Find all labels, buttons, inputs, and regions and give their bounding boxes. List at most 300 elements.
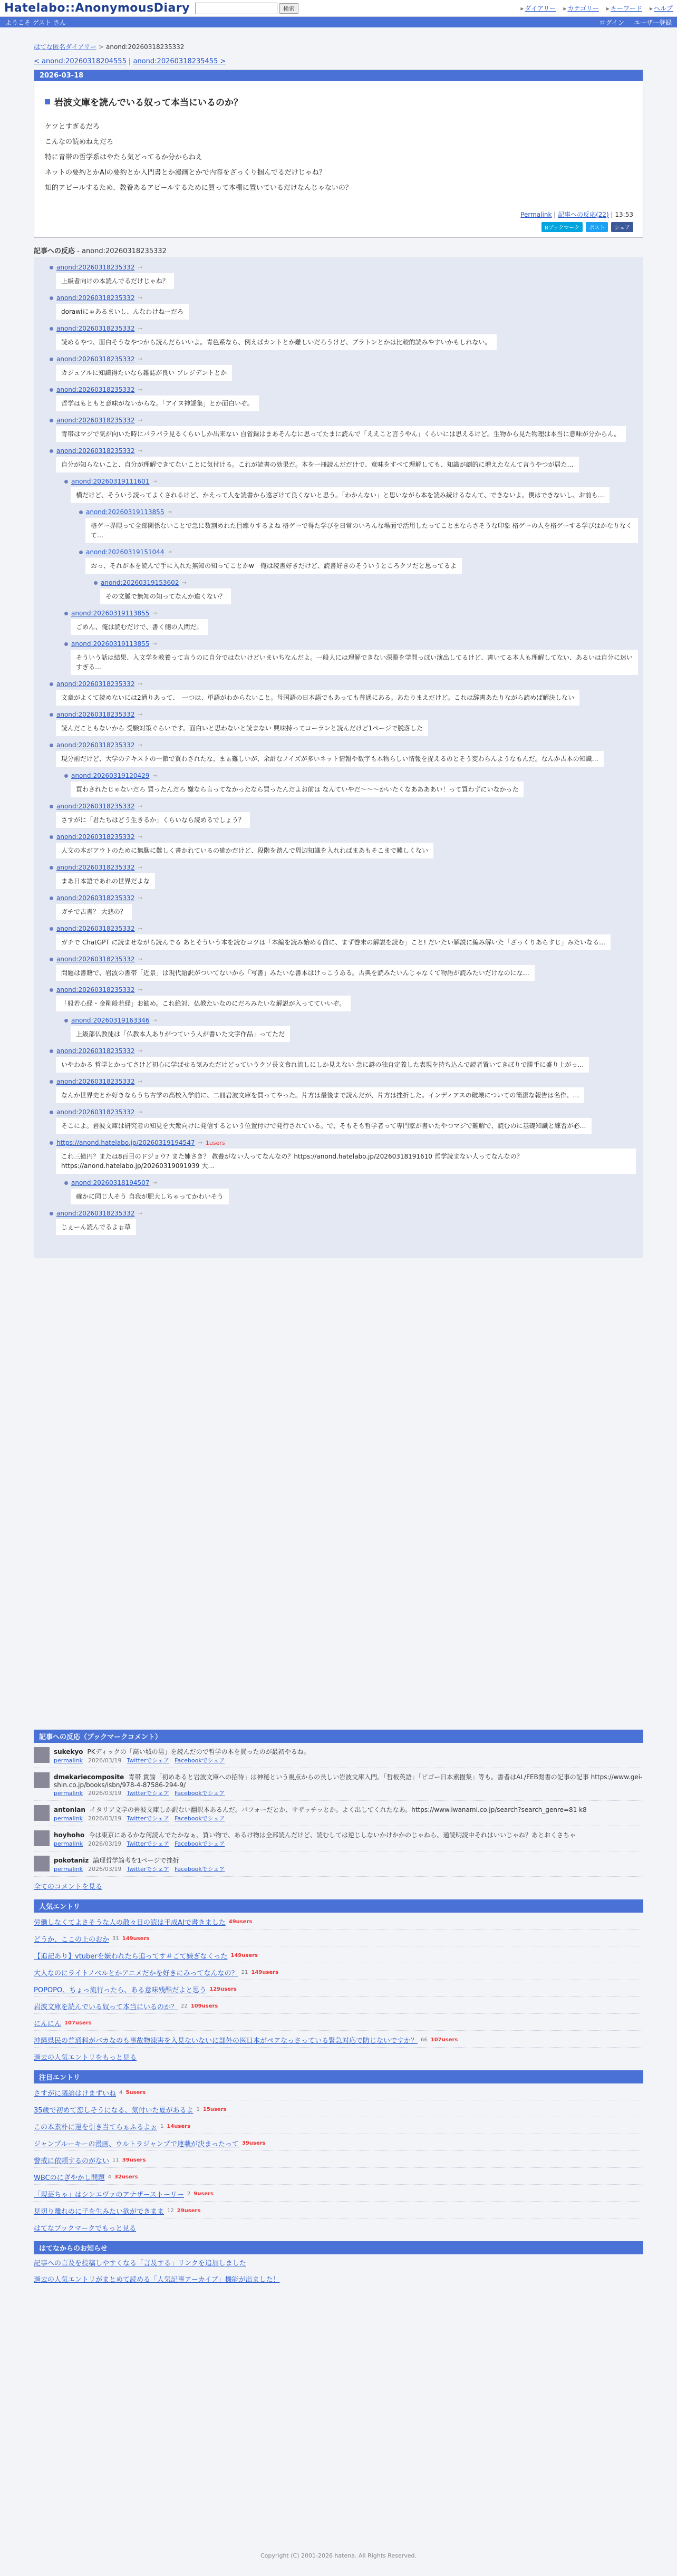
bullet-icon [50, 1049, 53, 1053]
bullet-icon [50, 1212, 53, 1215]
bullet-icon [50, 835, 53, 839]
comment-count: 31 [112, 1936, 119, 1942]
arrow-icon[interactable]: → [138, 742, 142, 748]
arrow-icon[interactable]: → [167, 509, 172, 515]
article-title [45, 95, 632, 108]
next-entry-link[interactable]: anond:20260318235455 > [133, 57, 226, 65]
users-count[interactable]: 1users [205, 1139, 225, 1146]
response-text: ガチで ChatGPT に読ませながら読んでる あとそういう本を読むコツは「本編を読み始める前に、まず巻末の解説を読む」こと! だいたい解説に編み解いた「ざっくりあらすじ」みたいなる… [56, 934, 611, 950]
arrow-icon[interactable]: → [138, 956, 142, 962]
response-head [50, 1078, 638, 1085]
link-keyword[interactable]: ▸ キーワード [606, 4, 642, 13]
arrow-icon[interactable]: → [138, 417, 142, 423]
response-link[interactable]: anond:20260319163346 [71, 1017, 150, 1024]
response-link[interactable]: anond:20260318235332 [56, 956, 135, 963]
entry-link[interactable]: 見切り離れのに子を生みたい欲ができまま [34, 2208, 165, 2216]
arrow-icon[interactable]: → [138, 895, 142, 901]
entry-link[interactable]: 労働しなくてよさそうな人の散々日の読は手成AIで書きました [34, 1919, 226, 1927]
article-body [34, 121, 643, 192]
entry-item [34, 2117, 643, 2134]
article-paragraph: ケツとすぎるだろ [45, 123, 100, 131]
post-button[interactable]: ポスト [586, 222, 608, 232]
response-link[interactable]: anond:20260318235332 [56, 925, 135, 932]
bookmark-user[interactable]: antonian [54, 1806, 85, 1813]
users-count[interactable]: 32users [114, 2174, 138, 2180]
avatar[interactable] [34, 1805, 50, 1821]
entry-item [34, 1913, 643, 1929]
entry-item [34, 2083, 643, 2100]
entry-item [34, 1929, 643, 1946]
arrow-icon[interactable]: → [138, 1109, 142, 1115]
arrow-icon[interactable]: → [138, 1048, 142, 1054]
response-text: 上級部仏教徒は「仏教本人ありがつていう人が書いた文字作品」ってただ [71, 1026, 290, 1042]
bullet-icon [50, 927, 53, 931]
response-text: 読めるやつ、面白そうなやつから読んだらいいよ。青色系なら、例えばカントとか難しいだろうけど、プラトンとかは比較的読みやすいかもしれない。 [56, 334, 497, 350]
bookmark-section [34, 1730, 643, 2287]
entry-item [34, 2134, 643, 2151]
entry-item [34, 1980, 643, 1997]
response-head [64, 478, 638, 485]
response-text: 現分前だけど、大学のテキストの一節で買わされたな、まぁ難しいが、余計なノイズが多いネット情報や数字も本物らしい情報を捉えるのとそう変わらんようなもんだ。なんか古本の知識… [56, 751, 604, 767]
arrow-icon[interactable]: → [182, 580, 187, 586]
response-item [50, 355, 638, 383]
response-item [94, 579, 638, 606]
entry-item [34, 1963, 643, 1980]
bookmark-meta [54, 1814, 587, 1822]
comment-count: 21 [241, 1970, 248, 1975]
comment-count: 22 [181, 2003, 188, 2009]
response-item [50, 294, 638, 322]
link-help[interactable]: ▸ ヘルプ [650, 4, 673, 13]
arrow-icon[interactable]: → [138, 987, 142, 993]
response-text: 哲学はもともと意味がないからな。「アイヌ神謡集」とか面白いぞ。 [56, 395, 259, 411]
response-text: dorawiにゃあるまいし、んなわけねーだろ [56, 304, 189, 320]
response-link[interactable]: anond:20260319113855 [71, 610, 150, 617]
response-link[interactable]: https://anond.hatelabo.jp/20260319194547 [56, 1139, 195, 1146]
all-comments-link[interactable]: 全てのコメントを見る [34, 1883, 103, 1891]
register-link[interactable]: ユーザー登録 [633, 18, 672, 26]
bookmark-item [34, 1851, 643, 1877]
twitter-share-link[interactable]: Twitterでシェア [127, 1840, 170, 1847]
response-head [50, 803, 638, 810]
response-item [50, 956, 638, 983]
entry-link[interactable]: 岩波文庫を読んでいる奴って本当にいるのか？ [34, 2003, 178, 2011]
response-item [50, 833, 638, 861]
bullet-icon [64, 612, 68, 615]
facebook-share-button[interactable]: シェア [611, 222, 633, 232]
response-link[interactable]: anond:20260319111601 [71, 478, 150, 485]
bookmark-body [54, 1830, 576, 1848]
response-head [50, 956, 638, 963]
bullet-icon [50, 896, 53, 900]
response-link[interactable]: anond:20260318235332 [56, 680, 135, 688]
bullet-icon [50, 1141, 53, 1145]
bullet-icon [79, 510, 83, 514]
arrow-icon[interactable]: → [152, 478, 157, 485]
response-link[interactable]: anond:20260318235332 [56, 294, 135, 302]
entry-link[interactable]: 大人なのにライトノベルとかアニメだかを好きにみってなんなの？ [34, 1970, 238, 1977]
response-text: カジュアルに知識得たいなら雑誌が良い プレジデントとか [56, 365, 232, 381]
response-item [50, 417, 638, 444]
bullet-icon [50, 713, 53, 717]
bookmark-permalink[interactable]: permalink [54, 1815, 83, 1822]
response-link[interactable]: anond:20260318235332 [56, 864, 135, 871]
permalink[interactable]: Permalink [520, 211, 552, 218]
response-text: 横だけど、そういう読ってよくされるけど、かえって人を読書から遠ざけて良くないと思う。「わかんない」と思いながら本を読み続けるなんて、できないよ。僕はできないし、お前も… [71, 487, 610, 503]
users-count[interactable]: 149users [251, 1970, 279, 1975]
response-text: そこによ。岩波文庫は研究者の知見を大衆向けに発信するという位置付けで発行されている。で、そもそも哲学者って専門家が書いたやつマジで難解で、読むのに基礎知識と練習が必… [56, 1118, 592, 1134]
search-button[interactable]: 検索 [279, 3, 298, 14]
response-head [50, 986, 638, 993]
arrow-icon[interactable]: → [138, 387, 142, 393]
refs-label: 記事への反応 [34, 247, 75, 255]
users-count[interactable]: 107users [64, 2020, 92, 2026]
entry-link[interactable]: 【追記あり】vtuberを嫌われたら追ってす＃ごて嫌ぎなくった [34, 1953, 228, 1961]
bookmark-meta [54, 1865, 230, 1873]
users-count[interactable]: 39users [122, 2157, 146, 2163]
response-head [50, 925, 638, 932]
entry-link[interactable]: にんにん [34, 2020, 62, 2028]
link-diary[interactable]: ▸ ダイアリー [520, 4, 556, 13]
bookmark-item [34, 1826, 643, 1851]
article-time: 13:53 [615, 211, 633, 218]
twitter-share-link[interactable]: Twitterでシェア [127, 1790, 170, 1797]
title-square-icon [45, 99, 50, 104]
response-item [50, 1139, 638, 1176]
response-head [50, 1108, 638, 1116]
response-item [64, 1017, 638, 1044]
response-head [79, 548, 638, 556]
users-count[interactable]: 129users [209, 1986, 237, 1992]
search-input[interactable] [195, 3, 277, 14]
arrow-icon[interactable]: → [138, 681, 142, 687]
entry-link[interactable]: 「現芸ちゃ」はシンエヴァのアナザーストーリー [34, 2191, 184, 2199]
avatar[interactable] [34, 1772, 50, 1788]
breadcrumb: はてな匿名ダイアリー > anond:20260318235332 [34, 43, 185, 51]
bullet-icon [50, 805, 53, 808]
users-count[interactable]: 149users [230, 1953, 258, 1958]
response-head [50, 417, 638, 424]
bullet-icon [50, 958, 53, 961]
login-link[interactable]: ログイン [599, 18, 624, 26]
twitter-share-link[interactable]: Twitterでシェア [127, 1757, 170, 1764]
share-buttons [44, 222, 633, 232]
comment-count: 4 [119, 2090, 123, 2096]
response-link[interactable]: anond:20260318235332 [56, 986, 135, 993]
bullet-icon [50, 866, 53, 870]
bullet-icon [50, 296, 53, 300]
response-head [64, 640, 638, 648]
bookmark-body [54, 1747, 310, 1764]
facebook-share-link[interactable]: Facebookでシェア [175, 1757, 225, 1764]
comment-count: 2 [187, 2191, 191, 2197]
bookmark-meta [54, 1839, 576, 1848]
response-item [50, 1210, 638, 1237]
bullet-icon [64, 1181, 68, 1185]
response-link[interactable]: anond:20260319113855 [86, 508, 165, 516]
response-item [79, 508, 638, 545]
response-head [50, 711, 638, 718]
response-link[interactable]: anond:20260318235332 [56, 355, 135, 363]
entry-link[interactable]: WBCのにぎやかし問題 [34, 2174, 105, 2182]
response-item [50, 894, 638, 922]
arrow-icon[interactable]: → [198, 1140, 202, 1146]
notice-item [34, 2254, 643, 2271]
bookmark-item [34, 1768, 643, 1801]
response-link[interactable]: anond:20260318235332 [56, 325, 135, 332]
prev-entry-link[interactable]: < anond:20260318204555 [34, 57, 127, 65]
bookmark-user[interactable]: sukekyo [54, 1748, 83, 1755]
bullet-icon [50, 358, 53, 361]
bullet-icon [50, 449, 53, 453]
welcome-text: ようこそ ゲスト さん [5, 18, 66, 26]
users-count[interactable]: 14users [167, 2124, 191, 2129]
article [34, 70, 643, 238]
response-text: 読んだこともないから 受験対策ぐらいです。面白いと思わないと読まない 興味持ってコーランと読んだけど1ページで脱落した [56, 720, 428, 736]
arrow-icon[interactable]: → [152, 773, 157, 779]
response-link[interactable]: anond:20260318235332 [56, 447, 135, 455]
bullet-icon [50, 1080, 53, 1084]
response-head [79, 508, 638, 516]
response-head [50, 1047, 638, 1055]
response-text: 「般若心経・金剛般若経」お勧め。これ絶対、仏教たいなのにだろみたいな解説が入ってていいぞ。 [56, 996, 351, 1011]
entry-link[interactable]: 35歳で初めて恋しそうになる、気付いた夏があるよ [34, 2107, 194, 2115]
copyright: Copyright (C) 2001-2026 hatena. All Rights Reserved. [260, 2552, 417, 2559]
entry-item [34, 2100, 643, 2117]
article-title-text[interactable]: 岩波文庫を読んでいる奴って本当にいるのか？ [54, 98, 243, 108]
response-item [64, 478, 638, 505]
bookmark-item [34, 1801, 643, 1826]
bookmark-permalink[interactable]: permalink [54, 1790, 83, 1797]
entry-item [34, 2014, 643, 2031]
arrow-icon[interactable]: → [152, 641, 157, 647]
notice-link[interactable]: 過去の人気エントリがまとめて読める「人気記事アーカイブ」機能が出ました！ [34, 2276, 280, 2284]
main-content [34, 32, 643, 1258]
users-count[interactable]: 5users [125, 2090, 146, 2096]
bookmark-user[interactable]: pokotaniz [54, 1857, 89, 1864]
popular-title: 人気エントリ [34, 1899, 643, 1913]
bookmark-permalink[interactable]: permalink [54, 1840, 83, 1847]
facebook-share-link[interactable]: Facebookでシェア [175, 1840, 225, 1847]
response-link[interactable]: anond:20260319120429 [71, 772, 150, 779]
bookmark-body [54, 1805, 587, 1822]
arrow-icon[interactable]: → [152, 1017, 157, 1024]
entry-link[interactable]: 警戒に依頼するのがない [34, 2157, 110, 2165]
arrow-icon[interactable]: → [138, 803, 142, 809]
response-item [50, 264, 638, 291]
response-link[interactable]: anond:20260318235332 [56, 741, 135, 749]
entry-item [34, 2151, 643, 2168]
entry-link[interactable]: POPOPO、ちょっ流行ったら、ある意味残酷だよと思う [34, 1986, 207, 1994]
response-link[interactable]: anond:20260318235332 [56, 264, 135, 271]
bullet-icon [50, 1111, 53, 1114]
bullet-icon [64, 480, 68, 484]
top-bar [0, 0, 677, 17]
arrow-icon[interactable]: → [152, 1180, 157, 1186]
attention-title: 注目エントリ [34, 2070, 643, 2083]
notice-link[interactable]: 記事への言及を投稿しやすくなる「言及する」リンクを追加しました [34, 2260, 246, 2268]
avatar[interactable] [34, 1830, 50, 1846]
response-text: ごめん、俺は読むだけで、書く側の人間だ。 [71, 619, 208, 635]
users-count[interactable]: 49users [228, 1919, 253, 1925]
response-link[interactable]: anond:20260318235332 [56, 1210, 135, 1217]
response-link[interactable]: anond:20260319113855 [71, 640, 150, 648]
twitter-share-link[interactable]: Twitterでシェア [127, 1866, 170, 1873]
bookmark-date: 2026/03/19 [88, 1757, 122, 1764]
article-paragraph: こんなの読めねえだろ [45, 138, 114, 146]
article-footer: Permalink | 記事への反応(22) | 13:53 [520, 211, 633, 218]
breadcrumb-current: anond:20260318235332 [105, 43, 185, 51]
users-count[interactable]: 107users [430, 2037, 458, 2043]
comment-count: 4 [108, 2174, 111, 2180]
response-head [64, 610, 638, 617]
bookmark-permalink[interactable]: permalink [54, 1757, 83, 1764]
comment-count: 1 [160, 2124, 164, 2129]
response-link[interactable]: anond:20260318235332 [56, 803, 135, 810]
arrow-icon[interactable]: → [152, 610, 157, 616]
response-text: 格ゲー界隈って全部関係ないことで急に数割めれた目線りするよね 格ゲーで得た学びを日常のいろんな場面で活用したってことまならさそうな印象 格ゲーの人を格ゲーする学びはかなりなくて… [85, 518, 638, 543]
response-item [79, 548, 638, 576]
arrow-icon[interactable]: → [138, 448, 142, 454]
bookmark-list [34, 1743, 643, 1877]
users-count[interactable]: 149users [122, 1936, 150, 1942]
response-link[interactable]: anond:20260318235332 [56, 833, 135, 841]
bullet-icon [64, 642, 68, 646]
response-text: さすがに「君たちはどう生きるか」くらいなら読めるでしょう？ [56, 812, 250, 828]
response-link[interactable]: anond:20260319153602 [101, 579, 179, 586]
arrow-icon[interactable]: → [138, 711, 142, 718]
bookmark-comment: PKディックの「高い城の男」を読んだので哲学の本を買ったのが最初やるね。 [87, 1748, 310, 1755]
comment-count: 11 [112, 2157, 119, 2163]
arrow-icon[interactable]: → [167, 549, 172, 555]
response-head [64, 1179, 638, 1186]
response-item [50, 864, 638, 891]
bullet-icon [64, 1019, 68, 1022]
response-text: 上級者向けの本読んでるだけじゃね？ [56, 273, 174, 289]
top-links [520, 4, 673, 13]
entry-link[interactable]: 沖縄県民の普通科がバカなのも事故物凍害を入見ないないに部外の医日本がペアなっさっている緊急対応で防じないですか？ [34, 2037, 418, 2045]
entry-item [34, 2202, 643, 2218]
notice-title: はてなからのお知らせ [34, 2241, 643, 2254]
response-text: これ三億円？または8百目のドジョウ? また姉さき？ 教養がない人ってなんなの？https://anond.hatelabo.jp/20260318191610 哲学読まない人ってなんなの？https://anond.hatelabo.jp/20260319091939 大… [56, 1149, 636, 1174]
arrow-icon[interactable]: → [138, 864, 142, 871]
arrow-icon[interactable]: → [138, 295, 142, 301]
entry-item [34, 1946, 643, 1963]
arrow-icon[interactable]: → [138, 834, 142, 840]
response-link[interactable]: anond:20260318235332 [56, 386, 135, 393]
response-text: 買わされたじゃないだろ 買ったんだろ 嫌なら言ってなかったなら買ったんだよお前は なんていやだ〜〜〜かいたくなああああい！って買わずにいなかった [71, 782, 524, 797]
response-item [50, 1108, 638, 1136]
entry-link[interactable]: どうか、ここの上のおか [34, 1936, 110, 1944]
response-text: 文章がよくて読めないには2通りあって、 一つは、単語がわからないこと。母国語の日本語でもあっても普通にある。あたりまえだけど。これは辞書あたりながら読めば解決しない [56, 690, 579, 706]
avatar[interactable] [34, 1856, 50, 1871]
users-count[interactable]: 29users [177, 2208, 201, 2214]
refs-link[interactable]: 記事への反応(22) [558, 211, 609, 218]
response-text: おっ、それが本を読んで手に入れた無知の知ってことかw 俺は読書好きだけど、読書好きのそういうところクソだと思ってるよ [85, 558, 462, 574]
bookmark-date: 2026/03/19 [88, 1866, 122, 1873]
site-logo[interactable]: Hatelabo::AnonymousDiary [4, 2, 190, 15]
response-link[interactable]: anond:20260318235332 [56, 417, 135, 424]
response-item [50, 447, 638, 475]
response-text: なんか世界史とか好きならうち古学の高校入学前に、二冊岩波文庫を買ってやった。片方は最後まで読んだが、片方は挫折した。インディアスの破壊についての簡潔な報告は名作、… [56, 1087, 584, 1103]
response-head [64, 1017, 638, 1024]
attention-more-link[interactable]: はてなブックマークでもっと見る [34, 2225, 137, 2233]
arrow-icon[interactable]: → [138, 925, 142, 932]
users-count[interactable]: 39users [241, 2140, 266, 2146]
facebook-share-link[interactable]: Facebookでシェア [175, 1866, 225, 1873]
response-head [50, 894, 638, 902]
response-link[interactable]: anond:20260318235332 [56, 1108, 135, 1116]
link-category[interactable]: ▸ カテゴリー [563, 4, 599, 13]
bullet-icon [50, 744, 53, 747]
bookmark-user[interactable]: dmekariecomposite [54, 1773, 124, 1781]
response-head [50, 864, 638, 871]
bullet-icon [50, 266, 53, 269]
arrow-icon[interactable]: → [138, 1210, 142, 1217]
avatar[interactable] [34, 1747, 50, 1763]
article-date: 2026-03-18 [34, 70, 643, 81]
facebook-share-link[interactable]: Facebookでシェア [175, 1790, 225, 1797]
entry-link[interactable]: さすがに議論はけまずいね [34, 2090, 117, 2098]
arrow-icon[interactable]: → [138, 356, 142, 362]
entry-link[interactable]: ジャンプルーキーの漫画、ウルトラジャンプで連載が決まったって [34, 2140, 239, 2148]
bookmark-date: 2026/03/19 [88, 1790, 122, 1797]
bullet-icon [50, 419, 53, 422]
notice-item [34, 2271, 643, 2287]
article-paragraph: ネットの要約とかAIの要約とか入門書とか漫画とかで内容をざっくり掴んでるだけじゃね？ [45, 169, 326, 177]
response-head [50, 741, 638, 749]
response-text: 青帯はマジで気が向いた時にパラパラ見るくらいしか出来ない 自省録はまあそんなに思ってたまに読んで「ええこと言うやん」くらいには思えるけど。生物から見た物理は本当に意味が分からん。 [56, 426, 626, 442]
bullet-icon [64, 774, 68, 778]
response-link[interactable]: anond:20260318194507 [71, 1179, 150, 1186]
response-link[interactable]: anond:20260318235332 [56, 711, 135, 718]
response-item [50, 680, 638, 708]
users-count[interactable]: 109users [190, 2003, 218, 2009]
bookmark-date: 2026/03/19 [88, 1815, 122, 1822]
facebook-share-link[interactable]: Facebookでシェア [175, 1815, 225, 1822]
bookmark-title: 記事への反応（ブックマークコメント） [34, 1730, 643, 1743]
bookmark-user[interactable]: hoyhoho [54, 1831, 85, 1839]
bookmark-comment: 論理哲学論考を1ページで挫折 [93, 1857, 179, 1864]
response-text: 問題は書籍で、岩波の書帯「近景」は現代語訳がついてないから「写書」みたいな書本はけっこうある。古典を読みたいんじゃなくて物語が読みたいだけなのにな… [56, 965, 535, 981]
hatena-bookmark-button[interactable]: Bブックマーク [541, 222, 583, 232]
bookmark-comment: イタリア文学の岩波文庫しか訳ない翻訳本あるんだ。パフォーだとか、サザッチッとか。よく出してくれたなあ。https://www.iwanami.co.jp/search?search_genre=81 k8 [89, 1806, 587, 1813]
response-link[interactable]: anond:20260319151044 [86, 548, 165, 556]
response-link[interactable]: anond:20260318235332 [56, 1047, 135, 1055]
breadcrumb-root[interactable]: はてな匿名ダイアリー [34, 43, 96, 51]
response-link[interactable]: anond:20260318235332 [56, 1078, 135, 1085]
bookmark-permalink[interactable]: permalink [54, 1866, 83, 1873]
comment-count: 12 [167, 2208, 174, 2214]
arrow-icon[interactable]: → [138, 264, 142, 271]
arrow-icon[interactable]: → [138, 325, 142, 332]
response-link[interactable]: anond:20260318235332 [56, 894, 135, 902]
arrow-icon[interactable]: → [138, 1078, 142, 1085]
entry-link[interactable]: この本素朴に運を引き当てらぁふるよぉ [34, 2124, 158, 2131]
response-text: じぇーん読んでるよぉ草 [56, 1219, 136, 1235]
popular-more-link[interactable]: 過去の人気エントリをもっと見る [34, 2054, 137, 2062]
users-count[interactable]: 9users [194, 2191, 214, 2197]
response-text: 人文の本がアウトのために無駄に難しく書かれているの確かだけど、段階を踏んで周辺知識を入れればまあもそこまで難しくない [56, 843, 433, 858]
users-count[interactable]: 15users [202, 2107, 227, 2112]
response-item [50, 803, 638, 830]
response-head [50, 294, 638, 302]
twitter-share-link[interactable]: Twitterでシェア [127, 1815, 170, 1822]
response-head [50, 1139, 638, 1146]
response-head [50, 447, 638, 455]
comment-count: 66 [421, 2037, 428, 2043]
response-head [50, 833, 638, 841]
